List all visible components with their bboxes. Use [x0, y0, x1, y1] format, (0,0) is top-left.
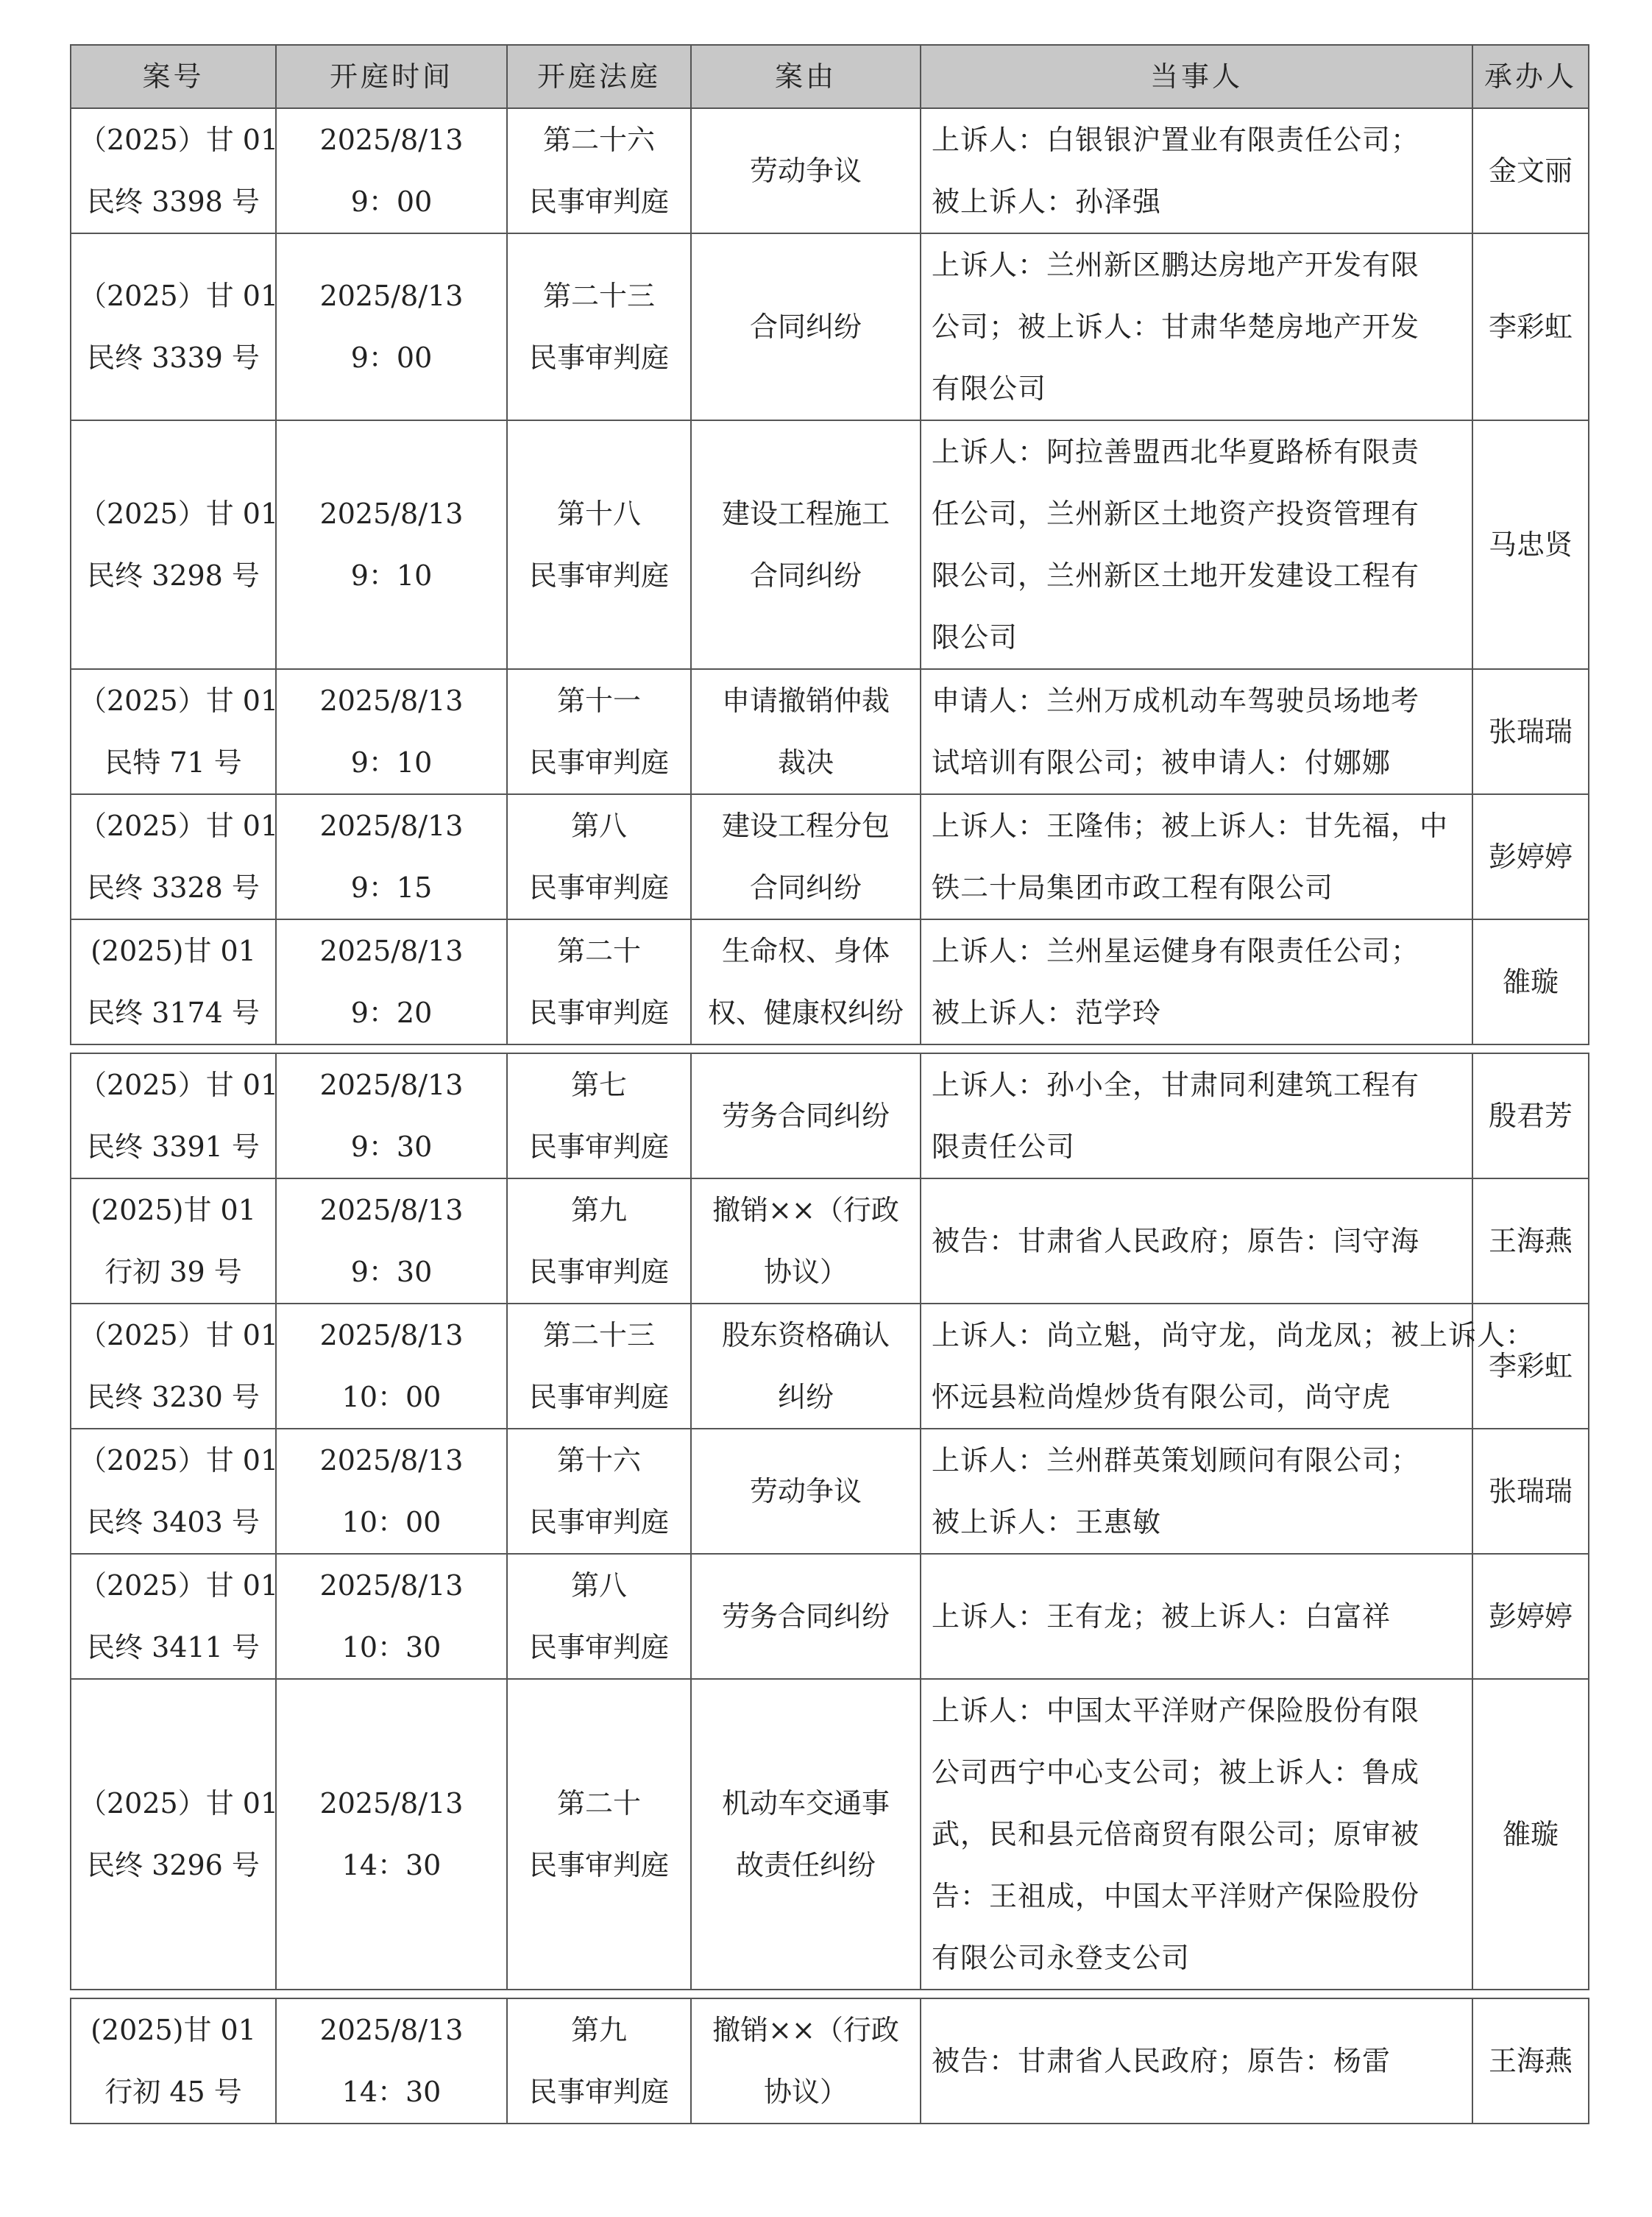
courtroom-cell	[507, 669, 691, 794]
parties-cell-line: 限公司，兰州新区土地开发建设工程有	[932, 559, 1420, 592]
parties-cell-line: 武，民和县元倍商贸有限公司；原审被	[932, 1818, 1420, 1850]
hearing-time-cell	[276, 233, 507, 420]
case-number-cell	[71, 794, 279, 919]
case-number-cell-line: 民终 3328 号	[87, 871, 260, 904]
courtroom-cell-line: 民事审判庭	[528, 1631, 669, 1663]
parties-cell	[921, 420, 1472, 669]
gap-cell	[71, 1044, 1589, 1053]
case-number-cell	[71, 1998, 276, 2124]
parties-cell-line: 申请人：兰州万成机动车驾驶员场地考	[932, 685, 1420, 717]
cause-cell-line: 建设工程分包	[721, 810, 890, 842]
cause-cell-line: 故责任纠纷	[735, 1849, 876, 1881]
hearing-time-cell	[276, 1554, 507, 1679]
case-number-cell-line: 民终 3296 号	[87, 1849, 260, 1881]
parties-cell-line: 上诉人：兰州群英策划顾问有限公司；	[932, 1444, 1420, 1477]
hearing-time-cell-line: 2025/8/13	[319, 1069, 464, 1101]
parties-cell-line: 上诉人：尚立魁，尚守龙，尚龙凤；被上诉人：	[932, 1319, 1535, 1351]
parties-cell	[921, 108, 1472, 233]
courtroom-cell	[507, 919, 691, 1044]
cause-cell-line: 股东资格确认	[721, 1319, 890, 1351]
cause-cell-line: 合同纠纷	[749, 871, 862, 904]
schedule-rows	[71, 108, 1589, 2124]
header-courtroom: 开庭法庭	[507, 45, 691, 108]
hearing-time-cell-line: 2025/8/13	[319, 810, 464, 842]
cause-cell-line: 权、健康权纠纷	[707, 997, 904, 1029]
hearing-time-cell-line: 2025/8/13	[319, 685, 464, 717]
table-row	[71, 1304, 1589, 1429]
parties-cell	[921, 1053, 1472, 1178]
table-row	[71, 108, 1589, 233]
judge-cell: 张瑞瑞	[1472, 1429, 1589, 1554]
hearing-time-cell	[276, 108, 507, 233]
hearing-time-cell-line: 9：15	[350, 871, 433, 904]
case-number-cell-line: 行初 45 号	[104, 2076, 242, 2108]
cause-cell	[691, 108, 921, 233]
case-number-cell-line: （2025）甘 01	[79, 1319, 279, 1351]
case-number-cell-line: (2025)甘 01	[91, 935, 256, 967]
courtroom-cell-line: 民事审判庭	[528, 1506, 669, 1538]
hearing-time-cell-line: 9：30	[350, 1131, 433, 1163]
hearing-time-cell	[276, 1998, 507, 2124]
header-judge: 承办人	[1472, 45, 1589, 108]
cause-cell	[691, 1304, 921, 1429]
case-number-cell	[71, 919, 276, 1044]
cause-cell	[691, 233, 921, 420]
cause-cell	[691, 1554, 921, 1679]
courtroom-cell-line: 第二十	[556, 935, 641, 967]
hearing-time-cell	[276, 420, 507, 669]
judge-cell: 金文丽	[1472, 108, 1589, 233]
courtroom-cell	[507, 420, 691, 669]
judge-cell: 马忠贤	[1472, 420, 1589, 669]
judge-cell: 王海燕	[1472, 1998, 1589, 2124]
case-number-cell	[71, 233, 279, 420]
parties-cell-line: 上诉人：王隆伟；被上诉人：甘先福，中	[932, 810, 1449, 842]
parties-cell-line: 上诉人：中国太平洋财产保险股份有限	[932, 1694, 1420, 1727]
table-row	[71, 1053, 1589, 1178]
courtroom-cell-line: 民事审判庭	[528, 746, 669, 779]
cause-cell	[691, 1178, 921, 1304]
hearing-time-cell-line: 14：30	[341, 1849, 442, 1881]
cause-cell	[691, 420, 921, 669]
parties-cell	[921, 1554, 1472, 1679]
court-schedule-table	[70, 44, 1589, 2124]
cause-cell	[691, 1053, 921, 1178]
parties-cell-line: 公司西宁中心支公司；被上诉人：鲁成	[932, 1756, 1420, 1789]
hearing-time-cell	[276, 669, 507, 794]
courtroom-cell-line: 民事审判庭	[528, 997, 669, 1029]
cause-cell-line: 劳务合同纠纷	[721, 1100, 890, 1132]
hearing-time-cell-line: 2025/8/13	[319, 280, 464, 312]
parties-cell-line: 被上诉人：王惠敏	[932, 1506, 1162, 1538]
table-row	[71, 669, 1589, 794]
parties-cell	[921, 233, 1472, 420]
courtroom-cell	[507, 233, 691, 420]
hearing-time-cell-line: 10：00	[341, 1381, 442, 1413]
case-number-cell-line: (2025)甘 01	[91, 1194, 256, 1226]
cause-cell-line: 纠纷	[777, 1381, 834, 1413]
cause-cell	[691, 1429, 921, 1554]
header-row	[71, 45, 1589, 108]
case-number-cell-line: （2025）甘 01	[79, 685, 279, 717]
courtroom-cell-line: 民事审判庭	[528, 1849, 669, 1881]
table-row	[71, 919, 1589, 1044]
judge-cell: 李彩虹	[1472, 1304, 1589, 1429]
hearing-time-cell-line: 9：10	[350, 746, 433, 779]
case-number-cell	[71, 1053, 279, 1178]
courtroom-cell	[507, 1304, 691, 1429]
courtroom-cell	[507, 1679, 691, 1990]
cause-cell-line: 撤销××（行政	[712, 1194, 899, 1226]
courtroom-cell-line: 第二十	[556, 1787, 641, 1820]
courtroom-cell-line: 第七	[570, 1069, 627, 1101]
parties-cell-line: 铁二十局集团市政工程有限公司	[932, 871, 1334, 904]
judge-cell: 王海燕	[1472, 1178, 1589, 1304]
parties-cell	[921, 1998, 1472, 2124]
case-number-cell	[71, 420, 279, 669]
parties-cell-line: 怀远县粒尚煌炒货有限公司，尚守虎	[932, 1381, 1392, 1413]
parties-cell-line: 上诉人：白银银沪置业有限责任公司；	[932, 124, 1420, 156]
judge-cell: 雒璇	[1472, 919, 1589, 1044]
courtroom-cell-line: 第二十三	[542, 1319, 655, 1351]
schedule-table-wrapper	[70, 44, 1588, 2124]
table-row	[71, 1554, 1589, 1679]
parties-cell-line: 有限公司永登支公司	[932, 1942, 1191, 1974]
cause-cell	[691, 1998, 921, 2124]
cause-cell-line: 合同纠纷	[749, 311, 862, 343]
judge-cell: 殷君芳	[1472, 1053, 1589, 1178]
table-row	[71, 420, 1589, 669]
courtroom-cell-line: 第二十六	[542, 124, 655, 156]
parties-cell-line: 被上诉人：范学玲	[932, 997, 1162, 1029]
courtroom-cell	[507, 1554, 691, 1679]
hearing-time-cell-line: 2025/8/13	[319, 498, 464, 530]
parties-cell	[921, 919, 1472, 1044]
hearing-time-cell-line: 14：30	[341, 2076, 442, 2108]
cause-cell-line: 撤销××（行政	[712, 2014, 899, 2046]
courtroom-cell-line: 民事审判庭	[528, 185, 669, 218]
cause-cell-line: 合同纠纷	[749, 559, 862, 592]
case-number-cell-line: 民终 3339 号	[87, 342, 260, 374]
hearing-time-cell-line: 2025/8/13	[319, 2014, 464, 2046]
header-cause: 案由	[691, 45, 921, 108]
cause-cell	[691, 669, 921, 794]
table-row	[71, 1178, 1589, 1304]
courtroom-cell	[507, 1178, 691, 1304]
parties-cell-line: 限责任公司	[932, 1131, 1076, 1163]
hearing-time-cell	[276, 919, 507, 1044]
parties-cell-line: 上诉人：兰州星运健身有限责任公司；	[932, 935, 1420, 967]
hearing-time-cell-line: 10：00	[341, 1506, 442, 1538]
judge-cell: 雒璇	[1472, 1679, 1589, 1990]
hearing-time-cell-line: 9：30	[350, 1256, 433, 1288]
parties-cell-line: 上诉人：孙小全，甘肃同利建筑工程有	[932, 1069, 1420, 1101]
case-number-cell-line: 民终 3230 号	[87, 1381, 260, 1413]
parties-cell	[921, 1178, 1472, 1304]
hearing-time-cell	[276, 794, 507, 919]
case-number-cell-line: 民终 3403 号	[87, 1506, 260, 1538]
case-number-cell	[71, 1429, 279, 1554]
case-number-cell-line: 民终 3174 号	[87, 997, 260, 1029]
case-number-cell-line: 民终 3411 号	[87, 1631, 260, 1663]
case-number-cell-line: 民终 3298 号	[87, 559, 260, 592]
page-break-gap	[71, 1990, 1589, 1998]
case-number-cell	[71, 1178, 276, 1304]
courtroom-cell-line: 第二十三	[542, 280, 655, 312]
case-number-cell-line: 民终 3391 号	[87, 1131, 260, 1163]
courtroom-cell-line: 第十八	[556, 498, 641, 530]
page-break-gap	[71, 1044, 1589, 1053]
header-parties: 当事人	[921, 45, 1472, 108]
case-number-cell-line: （2025）甘 01	[79, 498, 279, 530]
case-number-cell-line: （2025）甘 01	[79, 1569, 279, 1602]
cause-cell	[691, 794, 921, 919]
case-number-cell-line: (2025)甘 01	[91, 2014, 256, 2046]
courtroom-cell-line: 民事审判庭	[528, 342, 669, 374]
gap-cell	[71, 1990, 1589, 1998]
parties-cell-line: 任公司，兰州新区土地资产投资管理有	[932, 498, 1420, 530]
header-hearing-time: 开庭时间	[276, 45, 507, 108]
table-row	[71, 1679, 1589, 1990]
parties-cell-line: 被告：甘肃省人民政府；原告：闫守海	[932, 1225, 1420, 1257]
hearing-time-cell-line: 9：20	[350, 997, 433, 1029]
courtroom-cell-line: 民事审判庭	[528, 559, 669, 592]
table-row	[71, 1429, 1589, 1554]
parties-cell	[921, 1679, 1472, 1990]
cause-cell-line: 协议）	[763, 2076, 848, 2108]
case-number-cell-line: 民终 3398 号	[87, 185, 260, 218]
case-number-cell-line: 民特 71 号	[104, 746, 242, 779]
judge-cell: 张瑞瑞	[1472, 669, 1589, 794]
hearing-time-cell-line: 2025/8/13	[319, 1194, 464, 1226]
cause-cell-line: 机动车交通事	[721, 1787, 890, 1820]
courtroom-cell-line: 第九	[570, 2014, 627, 2046]
cause-cell-line: 生命权、身体	[721, 935, 890, 967]
courtroom-cell-line: 第十六	[556, 1444, 641, 1477]
parties-cell-line: 试培训有限公司；被申请人：付娜娜	[932, 746, 1392, 779]
courtroom-cell	[507, 1053, 691, 1178]
parties-cell-line: 上诉人：阿拉善盟西北华夏路桥有限责	[932, 436, 1420, 468]
hearing-time-cell-line: 2025/8/13	[319, 124, 464, 156]
hearing-time-cell	[276, 1053, 507, 1178]
case-number-cell-line: （2025）甘 01	[79, 1787, 279, 1820]
case-number-cell-line: （2025）甘 01	[79, 1069, 279, 1101]
parties-cell-line: 限公司	[932, 621, 1018, 654]
judge-cell: 彭婷婷	[1472, 794, 1589, 919]
case-number-cell	[71, 669, 279, 794]
hearing-time-cell	[276, 1429, 507, 1554]
parties-cell-line: 告：王祖成，中国太平洋财产保险股份	[932, 1880, 1420, 1912]
table-row	[71, 794, 1589, 919]
courtroom-cell	[507, 1998, 691, 2124]
case-number-cell-line: （2025）甘 01	[79, 1444, 279, 1477]
case-number-cell	[71, 108, 279, 233]
hearing-time-cell	[276, 1304, 507, 1429]
cause-cell	[691, 1679, 921, 1990]
hearing-time-cell	[276, 1178, 507, 1304]
header-case-number: 案号	[71, 45, 276, 108]
case-number-cell-line: 行初 39 号	[104, 1256, 242, 1288]
courtroom-cell-line: 第八	[570, 1569, 627, 1602]
judge-cell: 李彩虹	[1472, 233, 1589, 420]
hearing-time-cell-line: 2025/8/13	[319, 1787, 464, 1820]
cause-cell-line: 协议）	[763, 1256, 848, 1288]
case-number-cell	[71, 1304, 279, 1429]
courtroom-cell-line: 民事审判庭	[528, 871, 669, 904]
cause-cell-line: 申请撤销仲裁	[721, 685, 890, 717]
cause-cell-line: 劳务合同纠纷	[721, 1600, 890, 1633]
courtroom-cell-line: 民事审判庭	[528, 1131, 669, 1163]
courtroom-cell	[507, 1429, 691, 1554]
judge-cell: 彭婷婷	[1472, 1554, 1589, 1679]
parties-cell-line: 上诉人：王有龙；被上诉人：白富祥	[932, 1600, 1392, 1633]
courtroom-cell-line: 第九	[570, 1194, 627, 1226]
hearing-time-cell-line: 2025/8/13	[319, 1319, 464, 1351]
case-number-cell	[71, 1554, 279, 1679]
courtroom-cell-line: 第十一	[556, 685, 641, 717]
parties-cell-line: 有限公司	[932, 372, 1047, 405]
cause-cell	[691, 919, 921, 1044]
courtroom-cell-line: 民事审判庭	[528, 1381, 669, 1413]
table-row	[71, 1998, 1589, 2124]
case-number-cell-line: （2025）甘 01	[79, 124, 279, 156]
hearing-time-cell-line: 9：00	[350, 342, 433, 374]
hearing-time-cell-line: 2025/8/13	[319, 1444, 464, 1477]
parties-cell-line: 上诉人：兰州新区鹏达房地产开发有限	[932, 249, 1420, 281]
parties-cell	[921, 669, 1472, 794]
hearing-time-cell-line: 9：00	[350, 185, 433, 218]
case-number-cell-line: （2025）甘 01	[79, 280, 279, 312]
table-row	[71, 233, 1589, 420]
courtroom-cell-line: 民事审判庭	[528, 2076, 669, 2108]
case-number-cell	[71, 1679, 279, 1990]
courtroom-cell-line: 第八	[570, 810, 627, 842]
parties-cell	[921, 794, 1472, 919]
courtroom-cell	[507, 108, 691, 233]
cause-cell-line: 劳动争议	[749, 1475, 862, 1507]
hearing-time-cell-line: 10：30	[341, 1631, 442, 1663]
hearing-time-cell-line: 2025/8/13	[319, 1569, 464, 1602]
cause-cell-line: 劳动争议	[749, 155, 862, 187]
cause-cell-line: 建设工程施工	[721, 498, 890, 530]
parties-cell	[921, 1429, 1472, 1554]
hearing-time-cell	[276, 1679, 507, 1990]
parties-cell-line: 被告：甘肃省人民政府；原告：杨雷	[932, 2045, 1392, 2077]
case-number-cell-line: （2025）甘 01	[79, 810, 279, 842]
courtroom-cell	[507, 794, 691, 919]
hearing-time-cell-line: 9：10	[350, 559, 433, 592]
cause-cell-line: 裁决	[777, 746, 834, 779]
hearing-time-cell-line: 2025/8/13	[319, 935, 464, 967]
courtroom-cell-line: 民事审判庭	[528, 1256, 669, 1288]
parties-cell-line: 被上诉人：孙泽强	[932, 185, 1162, 218]
parties-cell-line: 公司；被上诉人：甘肃华楚房地产开发	[932, 311, 1420, 343]
